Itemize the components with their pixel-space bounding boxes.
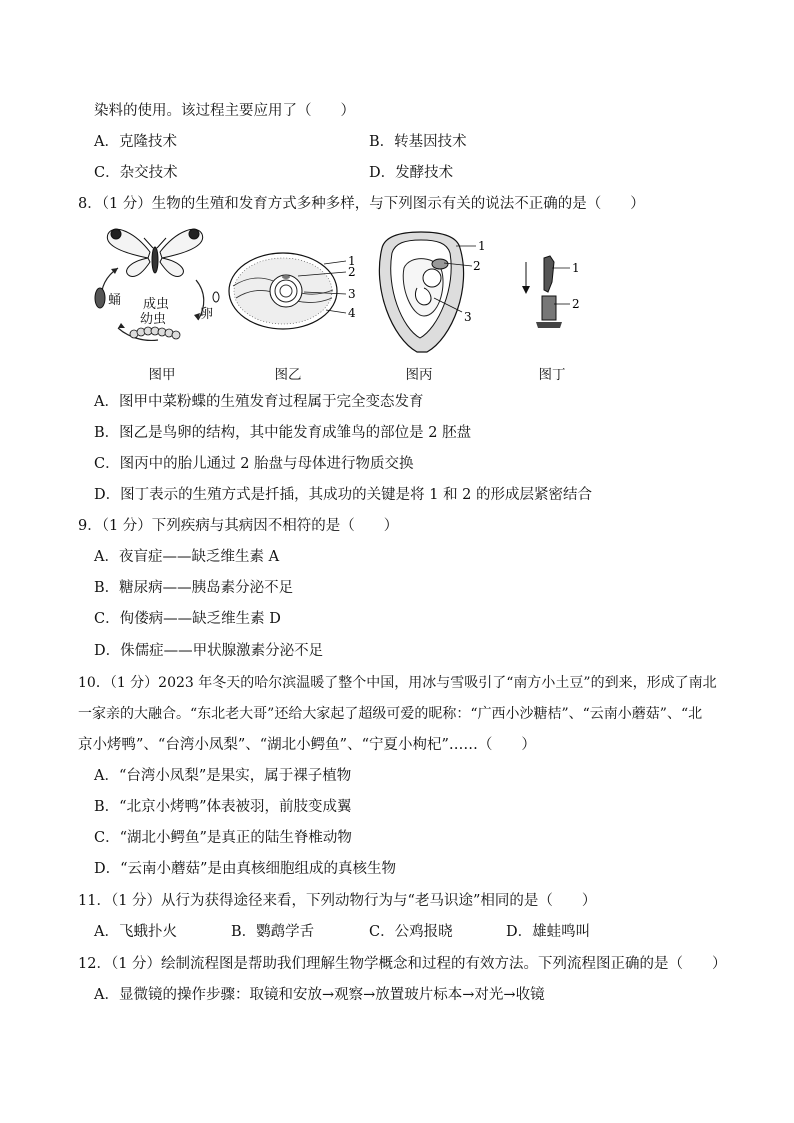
q8-option-b[interactable]: B．图乙是鸟卵的结构，其中能发育成雏鸟的部位是 2 胚盘 xyxy=(94,425,472,441)
egg-icon xyxy=(213,292,219,302)
q11-option-a[interactable]: A．飞蛾扑火 xyxy=(94,924,177,940)
q10-stem-line-1: 10．（1 分）2023 年冬天的哈尔滨温暖了整个中国，用冰与雪吸引了“南方小土豆”的到来，形成了南北 xyxy=(78,675,717,691)
graft-label-1: 1 xyxy=(572,261,580,275)
figure-yi-caption: 图乙 xyxy=(274,367,302,383)
figure-jia-caption: 图甲 xyxy=(148,367,176,383)
label-egg: 卵 xyxy=(200,307,214,322)
q8-option-a[interactable]: A．图甲中菜粉蝶的生殖发育过程属于完全变态发育 xyxy=(94,394,424,410)
egg-label-4: 4 xyxy=(348,306,356,320)
q9-option-d[interactable]: D．侏儒症——甲状腺激素分泌不足 xyxy=(94,643,324,659)
uterus-label-1: 1 xyxy=(478,239,486,253)
label-larva: 幼虫 xyxy=(140,312,167,327)
q9-option-c[interactable]: C．佝偻病——缺乏维生素 D xyxy=(94,611,281,627)
figure-ding-caption: 图丁 xyxy=(538,367,566,383)
q7-option-a[interactable]: A．克隆技术 xyxy=(94,134,177,150)
figure-bing-caption: 图丙 xyxy=(405,367,433,383)
q9-option-b[interactable]: B．糖尿病——胰岛素分泌不足 xyxy=(94,580,294,596)
label-adult: 成虫 xyxy=(143,297,170,312)
butterfly-icon xyxy=(107,229,202,277)
q7-option-d[interactable]: D．发酵技术 xyxy=(369,165,454,181)
q10-option-c[interactable]: C．“湖北小鳄鱼”是真正的陆生脊椎动物 xyxy=(94,830,352,846)
label-pupa: 蛹 xyxy=(108,293,122,308)
q11-option-d[interactable]: D．雄蛙鸣叫 xyxy=(506,924,591,940)
larva-icon xyxy=(130,327,180,339)
uterus-label-2: 2 xyxy=(473,259,481,273)
q10-option-a[interactable]: A．“台湾小凤梨”是果实，属于裸子植物 xyxy=(94,768,352,784)
q11-option-b[interactable]: B．鹦鹉学舌 xyxy=(231,924,315,940)
q12-stem: 12．（1 分）绘制流程图是帮助我们理解生物学概念和过程的有效方法。下列流程图正确的是（ ） xyxy=(78,956,727,972)
q10-option-d[interactable]: D．“云南小蘑菇”是由真核细胞组成的真核生物 xyxy=(94,861,396,877)
egg-label-2: 2 xyxy=(348,265,356,279)
q8-option-d[interactable]: D．图丁表示的生殖方式是扦插，其成功的关键是将 1 和 2 的形成层紧密结合 xyxy=(94,487,593,503)
q10-stem-line-2: 一家亲的大融合。“东北老大哥”还给大家起了超级可爱的昵称：“广西小沙糖桔”、“云南小蘑菇”、“北 xyxy=(78,706,703,722)
figure-jia-butterfly-lifecycle xyxy=(88,222,223,350)
q11-stem: 11．（1 分）从行为获得途径来看，下列动物行为与“老马识途”相同的是（ ） xyxy=(78,893,597,909)
egg-label-1: 1 xyxy=(348,254,356,268)
q7-option-b[interactable]: B．转基因技术 xyxy=(369,134,467,150)
q9-stem: 9．（1 分）下列疾病与其病因不相符的是（ ） xyxy=(78,518,399,534)
pupa-icon xyxy=(95,288,105,308)
q7-option-c[interactable]: C．杂交技术 xyxy=(94,165,178,181)
q9-option-a[interactable]: A．夜盲症——缺乏维生素 A xyxy=(94,549,280,565)
graft-label-2: 2 xyxy=(572,297,580,311)
q12-option-a[interactable]: A．显微镜的操作步骤：取镜和安放→观察→放置玻片标本→对光→收镜 xyxy=(94,987,545,1003)
uterus-label-3: 3 xyxy=(464,310,472,324)
q11-option-c[interactable]: C．公鸡报晓 xyxy=(369,924,453,940)
q7-stem-tail: 染料的使用。该过程主要应用了（ ） xyxy=(94,103,355,119)
figure-bing-uterus-fetus xyxy=(372,228,492,356)
figure-yi-bird-egg xyxy=(228,250,358,332)
q8-option-c[interactable]: C．图丙中的胎儿通过 2 胎盘与母体进行物质交换 xyxy=(94,456,414,472)
q10-option-b[interactable]: B．“北京小烤鸭”体表被羽，前肢变成翼 xyxy=(94,799,352,815)
figure-ding-grafting xyxy=(516,252,586,332)
q10-stem-line-3: 京小烤鸭”、“台湾小凤梨”、“湖北小鳄鱼”、“宁夏小枸杞”……（ ） xyxy=(78,737,536,753)
q8-stem: 8．（1 分）生物的生殖和发育方式多种多样，与下列图示有关的说法不正确的是（ ） xyxy=(78,196,645,212)
egg-label-3: 3 xyxy=(348,287,356,301)
